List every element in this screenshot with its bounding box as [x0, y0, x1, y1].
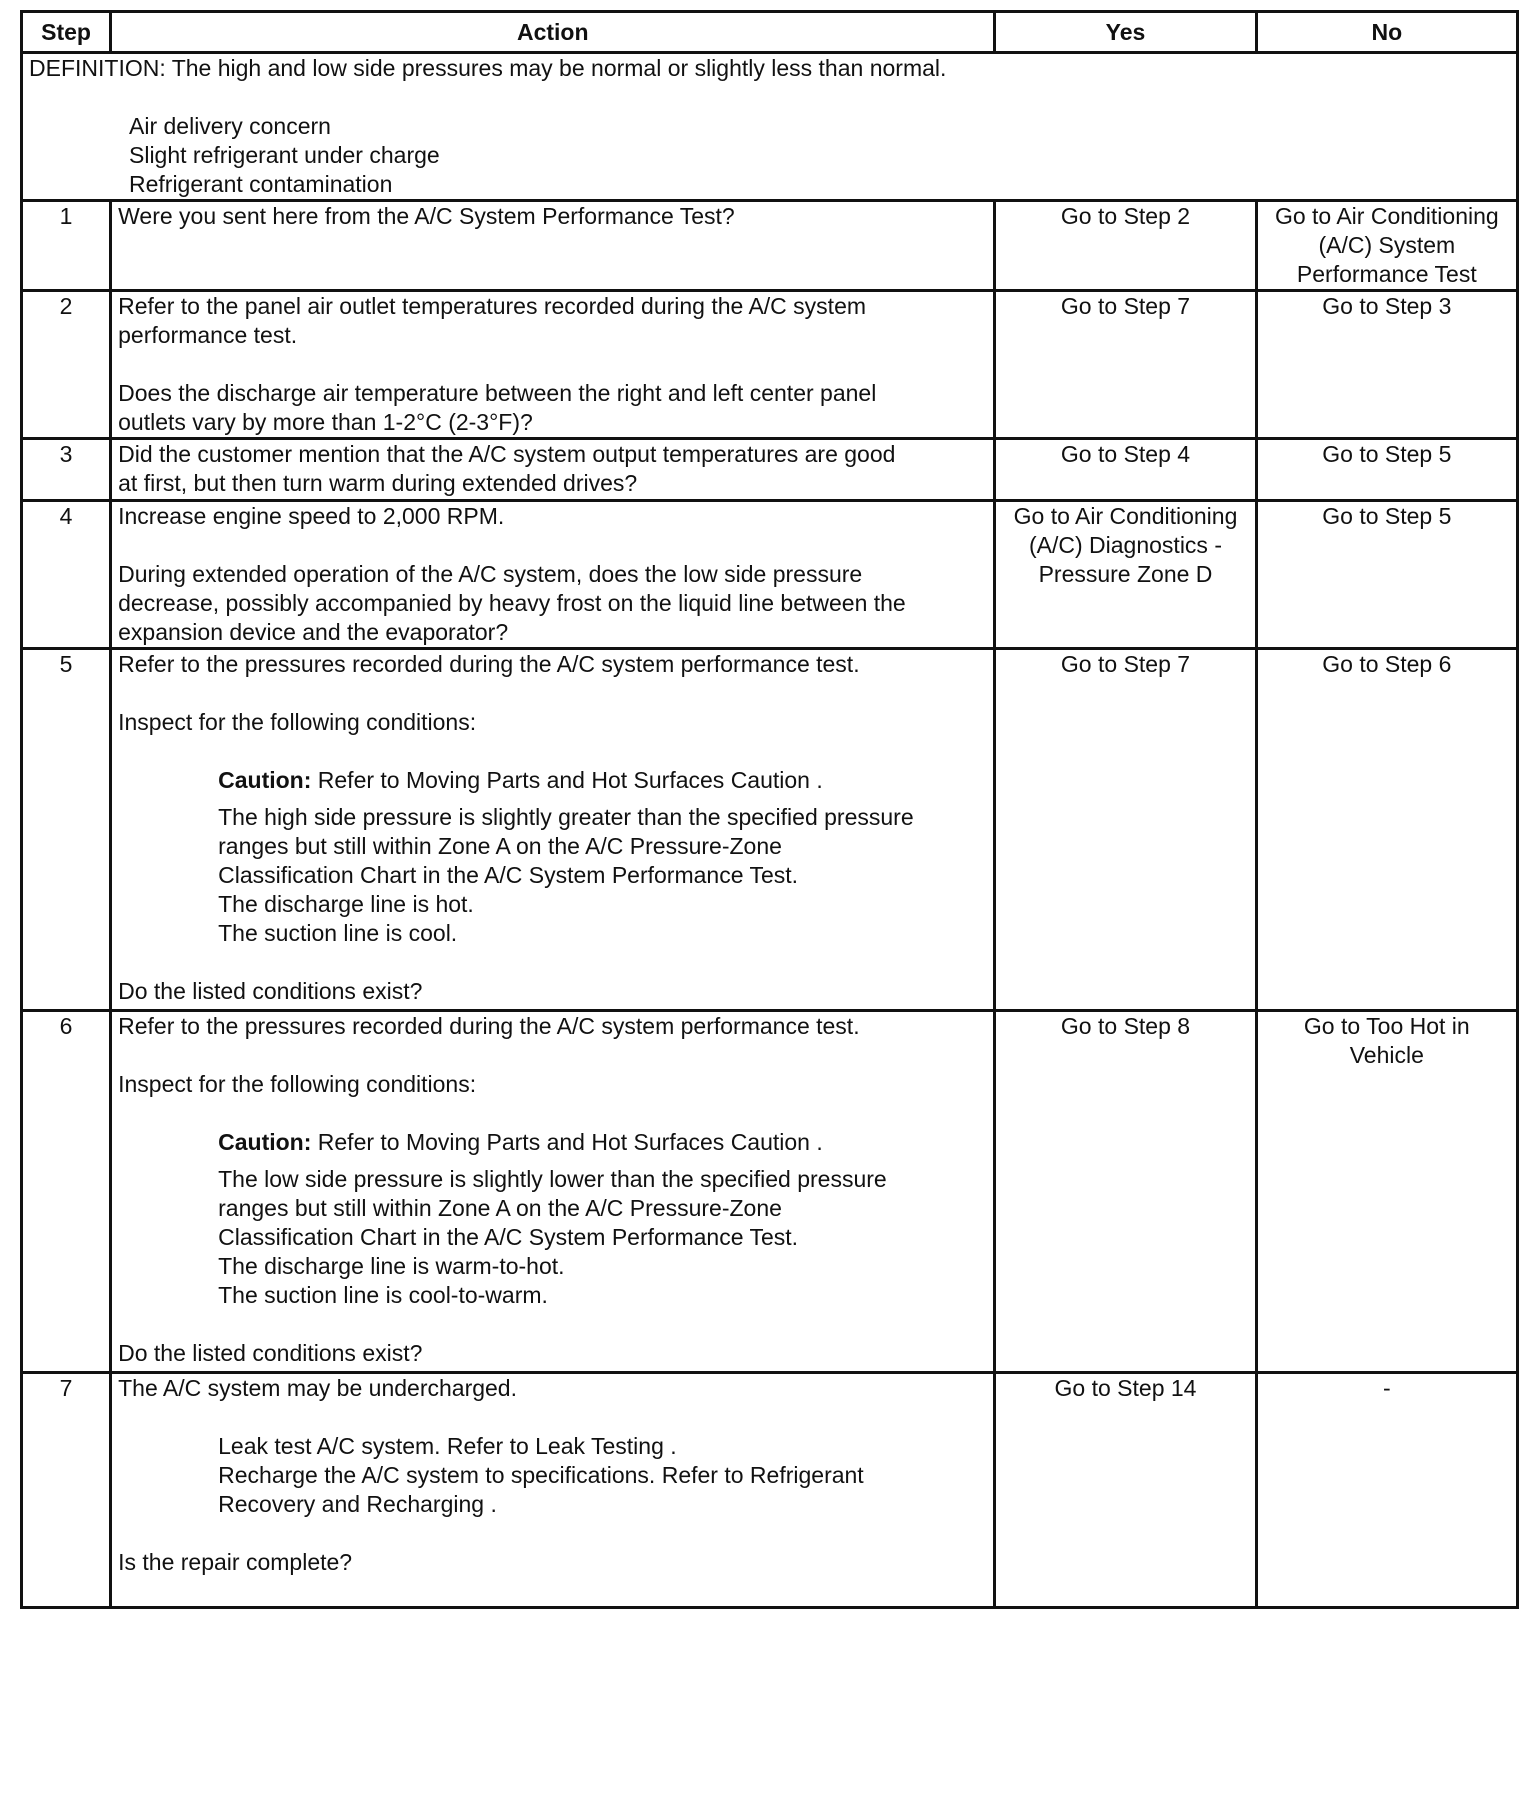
action-cell: [111, 201, 995, 291]
caution-text: Refer to Moving Parts and Hot Surfaces Caution .: [311, 767, 823, 793]
table-row: [22, 291, 1518, 439]
condition-item: The low side pressure is slightly lower than the specified pressure: [218, 1166, 887, 1192]
step-number: 7: [22, 1373, 111, 1608]
definition-text: DEFINITION: The high and low side pressures may be normal or slightly less than normal.: [29, 55, 947, 81]
table-row: [22, 501, 1518, 649]
action-cell: [111, 291, 995, 439]
step-number: 6: [22, 1011, 111, 1373]
condition-item: Classification Chart in the A/C System Performance Test.: [218, 1224, 799, 1250]
table-row: [22, 649, 1518, 1011]
caution-label: Caution:: [218, 1129, 312, 1155]
yes-text: Go to Air Conditioning: [1013, 503, 1238, 529]
action-text: Is the repair complete?: [118, 1549, 353, 1575]
yes-cell: Go to Step 4: [995, 439, 1256, 501]
yes-cell: Go to Step 2: [995, 201, 1256, 291]
yes-cell: Go to Step 14: [995, 1373, 1256, 1608]
cause-item: Air delivery concern: [129, 113, 331, 139]
condition-item: The discharge line is warm-to-hot.: [218, 1253, 565, 1279]
no-cell: Go to Step 5: [1256, 501, 1517, 649]
condition-item: ranges but still within Zone A on the A/C Pressure-Zone: [218, 833, 782, 859]
no-text: Go to Too Hot in: [1303, 1013, 1470, 1039]
yes-text: (A/C) Diagnostics -: [1029, 532, 1222, 558]
action-text: Refer to the panel air outlet temperatures recorded during the A/C system: [118, 293, 867, 319]
condition-item: ranges but still within Zone A on the A/C Pressure-Zone: [218, 1195, 782, 1221]
no-text: Go to Air Conditioning: [1274, 203, 1499, 229]
repair-item: Leak test A/C system. Refer to Leak Testing .: [218, 1433, 677, 1459]
action-text: Inspect for the following conditions:: [118, 1071, 477, 1097]
table-row: [22, 1011, 1518, 1373]
action-cell: [111, 501, 995, 649]
action-text: at first, but then turn warm during extended drives?: [118, 470, 638, 496]
header-row: [22, 12, 1518, 53]
action-text: Refer to the pressures recorded during the A/C system performance test.: [118, 1013, 860, 1039]
no-cell: [1256, 201, 1517, 291]
condition-item: Classification Chart in the A/C System Performance Test.: [218, 862, 799, 888]
no-text: Vehicle: [1349, 1042, 1424, 1068]
header-action: Action: [111, 12, 995, 53]
action-text: Did the customer mention that the A/C system output temperatures are good: [118, 441, 896, 467]
table-row: [22, 439, 1518, 501]
caution-label: Caution:: [218, 767, 312, 793]
step-number: 4: [22, 501, 111, 649]
header-step: Step: [22, 12, 111, 53]
step-number: 1: [22, 201, 111, 291]
caution-note: [118, 1128, 987, 1157]
action-text: outlets vary by more than 1-2°C (2-3°F)?: [118, 409, 533, 435]
condition-item: The high side pressure is slightly greater than the specified pressure: [218, 804, 914, 830]
condition-item: The suction line is cool.: [218, 920, 458, 946]
no-cell: Go to Step 3: [1256, 291, 1517, 439]
action-text: Were you sent here from the A/C System Performance Test?: [118, 203, 735, 229]
no-text: Performance Test: [1296, 261, 1477, 287]
step-number: 2: [22, 291, 111, 439]
action-text: performance test.: [118, 322, 298, 348]
yes-text: Pressure Zone D: [1038, 561, 1213, 587]
definition-row: [22, 53, 1518, 201]
table-row: [22, 201, 1518, 291]
diagnostic-table: [20, 10, 1519, 1609]
cause-item: Refrigerant contamination: [129, 171, 393, 197]
repair-item: Recovery and Recharging .: [218, 1491, 497, 1517]
action-cell: [111, 439, 995, 501]
condition-item: The suction line is cool-to-warm.: [218, 1282, 548, 1308]
repair-item: Recharge the A/C system to specifications. Refer to Refrigerant: [218, 1462, 864, 1488]
action-text: Inspect for the following conditions:: [118, 709, 477, 735]
no-cell: -: [1256, 1373, 1517, 1608]
no-cell: Go to Step 6: [1256, 649, 1517, 1011]
action-cell: [111, 1373, 995, 1608]
definition-cell: [22, 53, 1518, 201]
action-text: decrease, possibly accompanied by heavy frost on the liquid line between the: [118, 590, 906, 616]
action-cell: [111, 1011, 995, 1373]
header-yes: Yes: [995, 12, 1256, 53]
header-no: No: [1256, 12, 1517, 53]
yes-cell: Go to Step 7: [995, 291, 1256, 439]
action-text: Do the listed conditions exist?: [118, 978, 423, 1004]
action-text: Does the discharge air temperature between the right and left center panel: [118, 380, 877, 406]
action-text: During extended operation of the A/C system, does the low side pressure: [118, 561, 863, 587]
caution-note: [118, 766, 987, 795]
yes-cell: Go to Step 8: [995, 1011, 1256, 1373]
step-number: 3: [22, 439, 111, 501]
no-cell: [1256, 1011, 1517, 1373]
cause-item: Slight refrigerant under charge: [129, 142, 440, 168]
action-text: Do the listed conditions exist?: [118, 1340, 423, 1366]
no-text: (A/C) System: [1318, 232, 1456, 258]
no-cell: Go to Step 5: [1256, 439, 1517, 501]
action-text: Refer to the pressures recorded during the A/C system performance test.: [118, 651, 860, 677]
step-number: 5: [22, 649, 111, 1011]
table-row: [22, 1373, 1518, 1608]
action-text: expansion device and the evaporator?: [118, 619, 509, 645]
action-text: The A/C system may be undercharged.: [118, 1375, 517, 1401]
yes-cell: Go to Step 7: [995, 649, 1256, 1011]
yes-cell: [995, 501, 1256, 649]
caution-text: Refer to Moving Parts and Hot Surfaces Caution .: [311, 1129, 823, 1155]
action-text: Increase engine speed to 2,000 RPM.: [118, 503, 505, 529]
condition-item: The discharge line is hot.: [218, 891, 474, 917]
action-cell: [111, 649, 995, 1011]
